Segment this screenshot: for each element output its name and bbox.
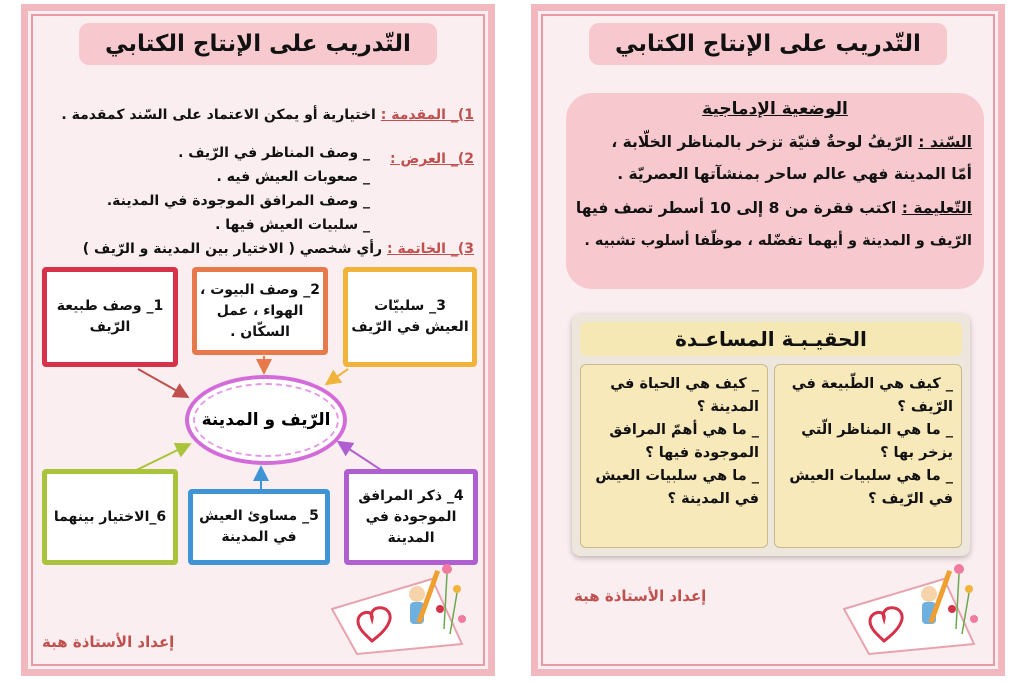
- intro-text: اختيارية أو يمكن الاعتماد على السّند كمقدمة .: [61, 107, 376, 123]
- map-node-6: 6_الاختيار بينهما: [42, 469, 178, 565]
- map-center: الرّيف و المدينة: [185, 375, 347, 465]
- list-item: _ وصف المرافق الموجودة في المدينة.: [106, 193, 370, 209]
- intro-label: 1)_ المقدمة :: [380, 107, 474, 123]
- list-item: _ سلبيات العيش فيها .: [215, 217, 370, 233]
- instruction-line-2: الرّيف و المدينة و أيهما تفضّله ، موظّفا أسلوب تشبيه .: [584, 233, 972, 249]
- left-decoration-art: [322, 549, 472, 659]
- left-title: التّدريب على الإنتاج الكتابي: [79, 23, 437, 65]
- conclusion-label: 3)_ الخاتمة :: [386, 241, 474, 257]
- sanad-line-2: أمّا المدينة فهي عالم ساحر بمنشآتها العصريّة .: [617, 165, 972, 183]
- left-author: إعداد الأستاذة هبة: [42, 633, 175, 651]
- sanad-line-1: السّند : الرّيفُ لوحةٌ فنيّة تزخر بالمناظر الخلّابة ،: [611, 133, 972, 151]
- instruction-line-1: التّعليمة : اكتب فقرة من 8 إلى 10 أسطر تصف فيها: [575, 199, 972, 217]
- right-author: إعداد الأستاذة هبة: [574, 587, 707, 605]
- map-node-2: 2_ وصف البيوت ، الهواء ، عمل السكّان .: [192, 267, 328, 355]
- list-item: _ وصف المناظر في الرّيف .: [178, 145, 370, 161]
- map-node-1: 1_ وصف طبيعة الرّيف: [42, 267, 178, 367]
- map-node-4: 4_ ذكر المرافق الموجودة في المدينة: [344, 469, 478, 565]
- situation-title: الوضعية الإدماجية: [702, 99, 848, 119]
- right-worksheet: [531, 4, 1005, 676]
- rural-questions-card: _ كيف هي الطّبيعة في الرّيف ؟ _ ما هي المناظر الّتي يزخر بها ؟ _ ما هي سلبيات العيش في الرّيف ؟: [774, 364, 962, 548]
- left-worksheet: [21, 4, 495, 676]
- right-decoration-art: [834, 549, 984, 659]
- sanad-panel: [566, 93, 984, 289]
- body-label: 2)_ العرض :: [390, 151, 474, 167]
- conclusion-text: رأي شخصي ( الاختيار بين المدينة و الرّيف ): [82, 241, 383, 257]
- helper-bag: [572, 314, 970, 556]
- list-item: _ صعوبات العيش فيه .: [216, 169, 370, 185]
- map-node-3: 3_ سلبيّات العيش في الرّيف: [343, 267, 477, 367]
- right-title: التّدريب على الإنتاج الكتابي: [589, 23, 947, 65]
- city-questions-card: _ كيف هي الحياة في المدينة ؟ _ ما هي أهمّ المرافق الموجودة فيها ؟ _ ما هي سلبيات العيش في المدينة ؟: [580, 364, 768, 548]
- bag-title: الحقيـبـة المساعـدة: [580, 322, 962, 356]
- map-node-5: 5_ مساوئ العيش في المدينة: [188, 489, 330, 565]
